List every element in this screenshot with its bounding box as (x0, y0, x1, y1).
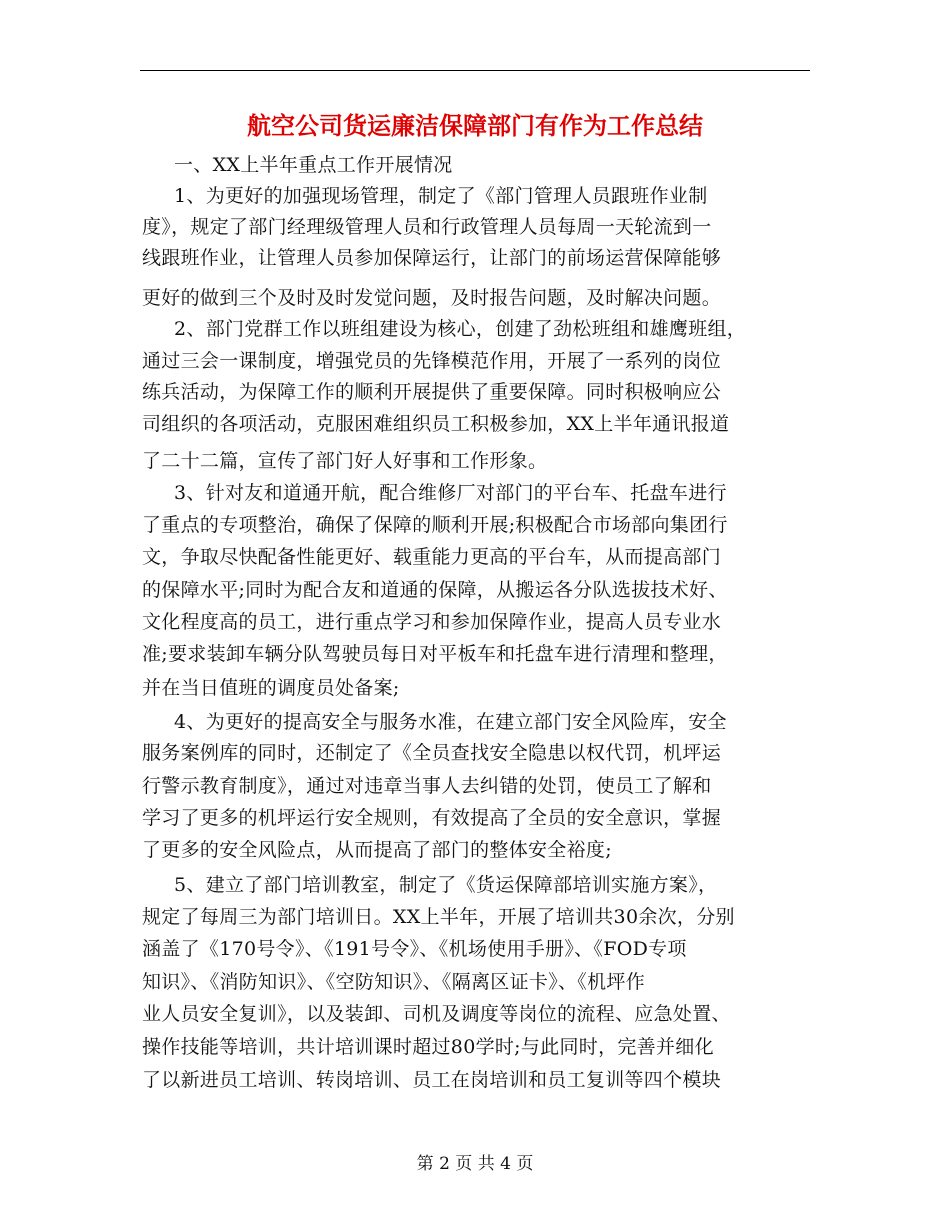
paragraph-line: 度》，规定了部门经理级管理人员和行政管理人员每周一天轮流到一 (142, 216, 712, 238)
paragraph-line: 业人员安全复训》，以及装卸、司机及调度等岗位的流程、应急处置、 (142, 1003, 731, 1025)
paragraph-line: 准;要求装卸车辆分队驾驶员每日对平板车和托盘车进行清理和整理， (142, 643, 728, 665)
paragraph-line: 并在当日值班的调度员处备案; (142, 677, 400, 699)
paragraph-line: 的保障水平;同时为配合友和道通的保障，从搬运各分队选拔技术好、 (142, 579, 728, 601)
paragraph-line: 操作技能等培训，共计培训课时超过80学时;与此同时，完善并细化 (142, 1036, 714, 1058)
paragraph-line: 1、为更好的加强现场管理，制定了《部门管理人员跟班作业制 (174, 185, 708, 207)
paragraph-line: 了更多的安全风险点，从而提高了部门的整体安全裕度; (142, 839, 612, 861)
paragraph-line: 更好的做到三个及时及时发觉问题，及时报告问题，及时解决问题。 (142, 287, 722, 309)
paragraph-line: 司组织的各项活动，克服困难组织员工积极参加，XX上半年通讯报道 (142, 413, 730, 435)
paragraph-line: 涵盖了《170号令》、《191号令》、《机场使用手册》、《FOD专项 (142, 938, 687, 960)
paragraph-line: 行警示教育制度》，通过对违章当事人去纠错的处罚，使员工了解和 (142, 775, 712, 797)
paragraph-line: 3、针对友和道通开航，配合维修厂对部门的平台车、托盘车进行 (174, 482, 727, 504)
paragraph-line: 文，争取尽快配备性能更好、载重能力更高的平台车，从而提高部门 (142, 546, 722, 568)
paragraph-line: 4、为更好的提高安全与服务水准，在建立部门安全风险库，安全 (174, 711, 727, 733)
paragraph-line: 知识》、《消防知识》、《空防知识》、《隔离区证卡》、《机坪作 (142, 971, 646, 993)
paragraph-line: 文化程度高的员工，进行重点学习和参加保障作业，提高人员专业水 (142, 611, 722, 633)
paragraph-line: 5、建立了部门培训教室，制定了《货运保障部培训实施方案》， (174, 874, 718, 896)
paragraph-line: 线跟班作业，让管理人员参加保障运行，让部门的前场运营保障能够 (142, 247, 722, 269)
section-heading: 一、XX上半年重点工作开展情况 (174, 154, 453, 176)
paragraph-line: 了二十二篇，宣传了部门好人好事和工作形象。 (142, 450, 548, 472)
page-number: 第 2 页 共 4 页 (416, 1154, 534, 1174)
paragraph-line: 练兵活动，为保障工作的顺利开展提供了重要保障。同时积极响应公 (142, 381, 722, 403)
paragraph-line: 规定了每周三为部门培训日。XX上半年，开展了培训共30余次，分别 (142, 906, 735, 928)
document-title: 航空公司货运廉洁保障部门有作为工作总结 (247, 111, 703, 140)
paragraph-line: 了重点的专项整治，确保了保障的顺利开展;积极配合市场部向集团行 (142, 514, 728, 536)
paragraph-line: 2、部门党群工作以班组建设为核心，创建了劲松班组和雄鹰班组， (174, 318, 747, 340)
paragraph-line: 学习了更多的机坪运行安全规则，有效提高了全员的安全意识，掌握 (142, 807, 722, 829)
paragraph-line: 通过三会一课制度，增强党员的先锋模范作用，开展了一系列的岗位 (142, 350, 722, 372)
paragraph-line: 了以新进员工培训、转岗培训、员工在岗培训和员工复训等四个模块 (142, 1069, 722, 1091)
paragraph-line: 服务案例库的同时，还制定了《全员查找安全隐患以权代罚，机坪运 (142, 742, 722, 764)
header-rule (140, 70, 810, 71)
